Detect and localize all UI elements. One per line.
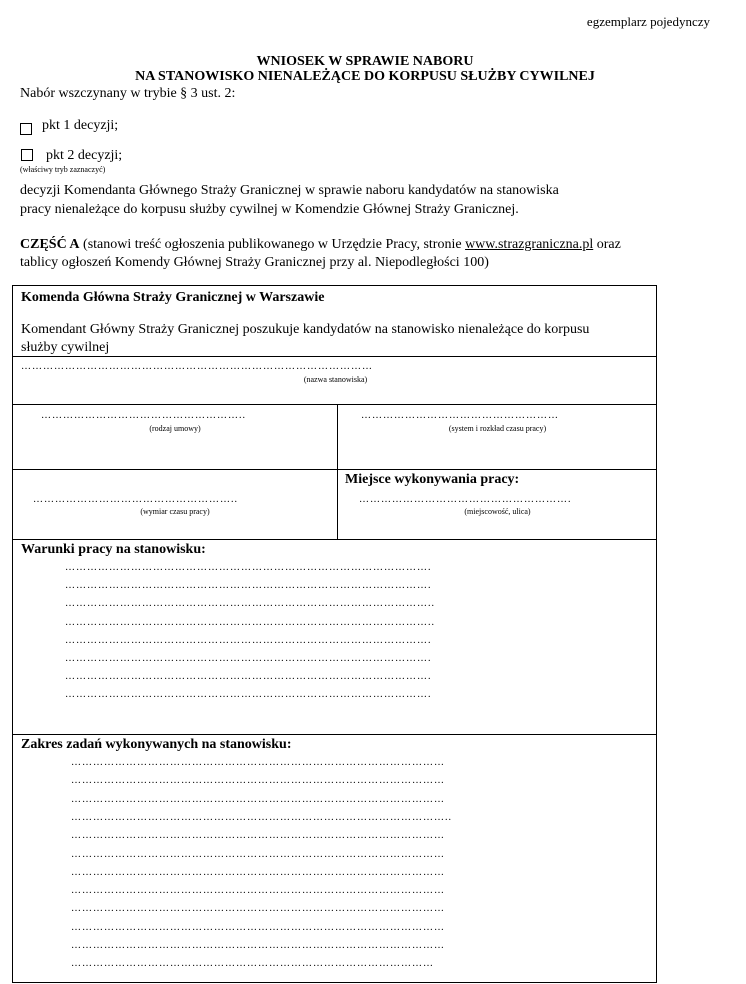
tasks-line[interactable]: ………………………………………………………………………………………… — [71, 885, 445, 897]
organization-desc-line2: służby cywilnej — [21, 340, 110, 355]
strazgraniczna-link[interactable]: www.strazgraniczna.pl — [465, 237, 594, 252]
work-location-caption: (miejscowość, ulica) — [464, 507, 531, 516]
part-a-description-line2: tablicy ogłoszeń Komendy Głównej Straży Granicznej przy al. Niepodległości 100) — [20, 255, 489, 270]
part-a-label: CZĘŚĆ A — [20, 237, 80, 252]
option2-checkbox[interactable] — [21, 149, 33, 161]
conditions-line[interactable]: ……………………………………………………………………………………….. — [65, 598, 435, 610]
tasks-line[interactable]: ………………………………………………………………………………………… — [71, 940, 445, 951]
work-schedule-field[interactable]: ……………………………………………… — [361, 410, 559, 421]
work-time-caption: (wymiar czasu pracy) — [140, 507, 210, 516]
divider — [13, 469, 656, 470]
divider — [13, 356, 656, 357]
tasks-line[interactable]: ………………………………………………………………………………………… — [71, 830, 445, 842]
conditions-label: Warunki pracy na stanowisku: — [21, 542, 206, 557]
announcement-form — [12, 285, 657, 983]
divider — [13, 404, 656, 405]
conditions-line[interactable]: ………………………………………………………………………………………. — [65, 580, 432, 592]
recruitment-mode-text: Nabór wszczynany w trybie § 3 ust. 2: — [20, 86, 236, 101]
workplace-label: Miejsce wykonywania pracy: — [345, 472, 520, 487]
tasks-line[interactable]: ………………………………………………………………………………………… — [71, 921, 445, 933]
divider — [13, 734, 656, 735]
decision-text-line1: decyzji Komendanta Głównego Straży Granicznej w sprawie naboru kandydatów na stanowiska — [20, 183, 559, 198]
conditions-line[interactable]: ……………………………………………………………………………………….. — [65, 616, 435, 628]
organization-desc-line1: Komendant Główny Straży Granicznej poszukuje kandydatów na stanowisko nienależące do korpusu — [21, 322, 590, 337]
option1-label: pkt 1 decyzji; — [42, 118, 119, 133]
decision-text-line2: pracy nienależące do korpusu służby cywilnej w Komendzie Głównej Straży Granicznej. — [20, 202, 519, 217]
tasks-line[interactable]: ………………………………………………………………………………………… — [71, 775, 445, 787]
option1-checkbox[interactable] — [20, 123, 32, 135]
work-schedule-caption: (system i rozkład czasu pracy) — [448, 424, 547, 433]
conditions-line[interactable]: ………………………………………………………………………………………. — [65, 634, 432, 646]
tasks-line[interactable]: ………………………………………………………………………………………… — [71, 903, 445, 915]
tasks-line[interactable]: ………………………………………………………………………………………… — [71, 793, 445, 805]
organization-title: Komenda Główna Straży Granicznej w Warszawie — [21, 290, 325, 305]
contract-type-caption: (rodzaj umowy) — [149, 424, 201, 433]
document-title-line2: NA STANOWISKO NIENALEŻĄCE DO KORPUSU SŁUŻBY CYWILNEJ — [135, 69, 595, 84]
tasks-line[interactable]: ………………………………………………………………………………………….. — [71, 811, 452, 823]
tasks-line[interactable]: ………………………………………………………………………………………… — [71, 757, 445, 768]
position-name-caption: (nazwa stanowiska) — [303, 375, 368, 384]
conditions-line[interactable]: ………………………………………………………………………………………. — [65, 653, 432, 664]
contract-type-field[interactable]: ……………………………………………….. — [41, 410, 246, 421]
part-a-description — [20, 237, 621, 253]
position-name-field[interactable]: …………………………………………………………………………………… — [21, 361, 373, 372]
conditions-line[interactable]: ………………………………………………………………………………………. — [65, 562, 432, 573]
option-hint: (właściwy tryb zaznaczyć) — [20, 165, 106, 174]
conditions-line[interactable]: ………………………………………………………………………………………. — [65, 689, 432, 701]
conditions-line[interactable]: ………………………………………………………………………………………. — [65, 671, 432, 683]
option2-label: pkt 2 decyzji; — [46, 148, 123, 163]
part-a-desc-before: (stanowi treść ogłoszenia publikowanego w Urzędzie Pracy, stronie — [79, 237, 466, 252]
tasks-line[interactable]: ………………………………………………………………………………………… — [71, 866, 445, 878]
tasks-line[interactable]: ……………………………………………………………………………………… — [71, 958, 434, 970]
tasks-label: Zakres zadań wykonywanych na stanowisku: — [21, 737, 292, 752]
work-time-field[interactable]: ……………………………………………….. — [33, 494, 238, 505]
document-title-line1: WNIOSEK W SPRAWIE NABORU — [256, 54, 474, 69]
copy-type-label: egzemplarz pojedynczy — [586, 14, 710, 29]
divider — [13, 539, 656, 540]
tasks-line[interactable]: ………………………………………………………………………………………… — [71, 848, 445, 860]
part-a-desc-after: oraz — [593, 237, 621, 252]
work-location-field[interactable]: …………………………………………………. — [359, 494, 572, 505]
column-divider — [337, 404, 338, 539]
